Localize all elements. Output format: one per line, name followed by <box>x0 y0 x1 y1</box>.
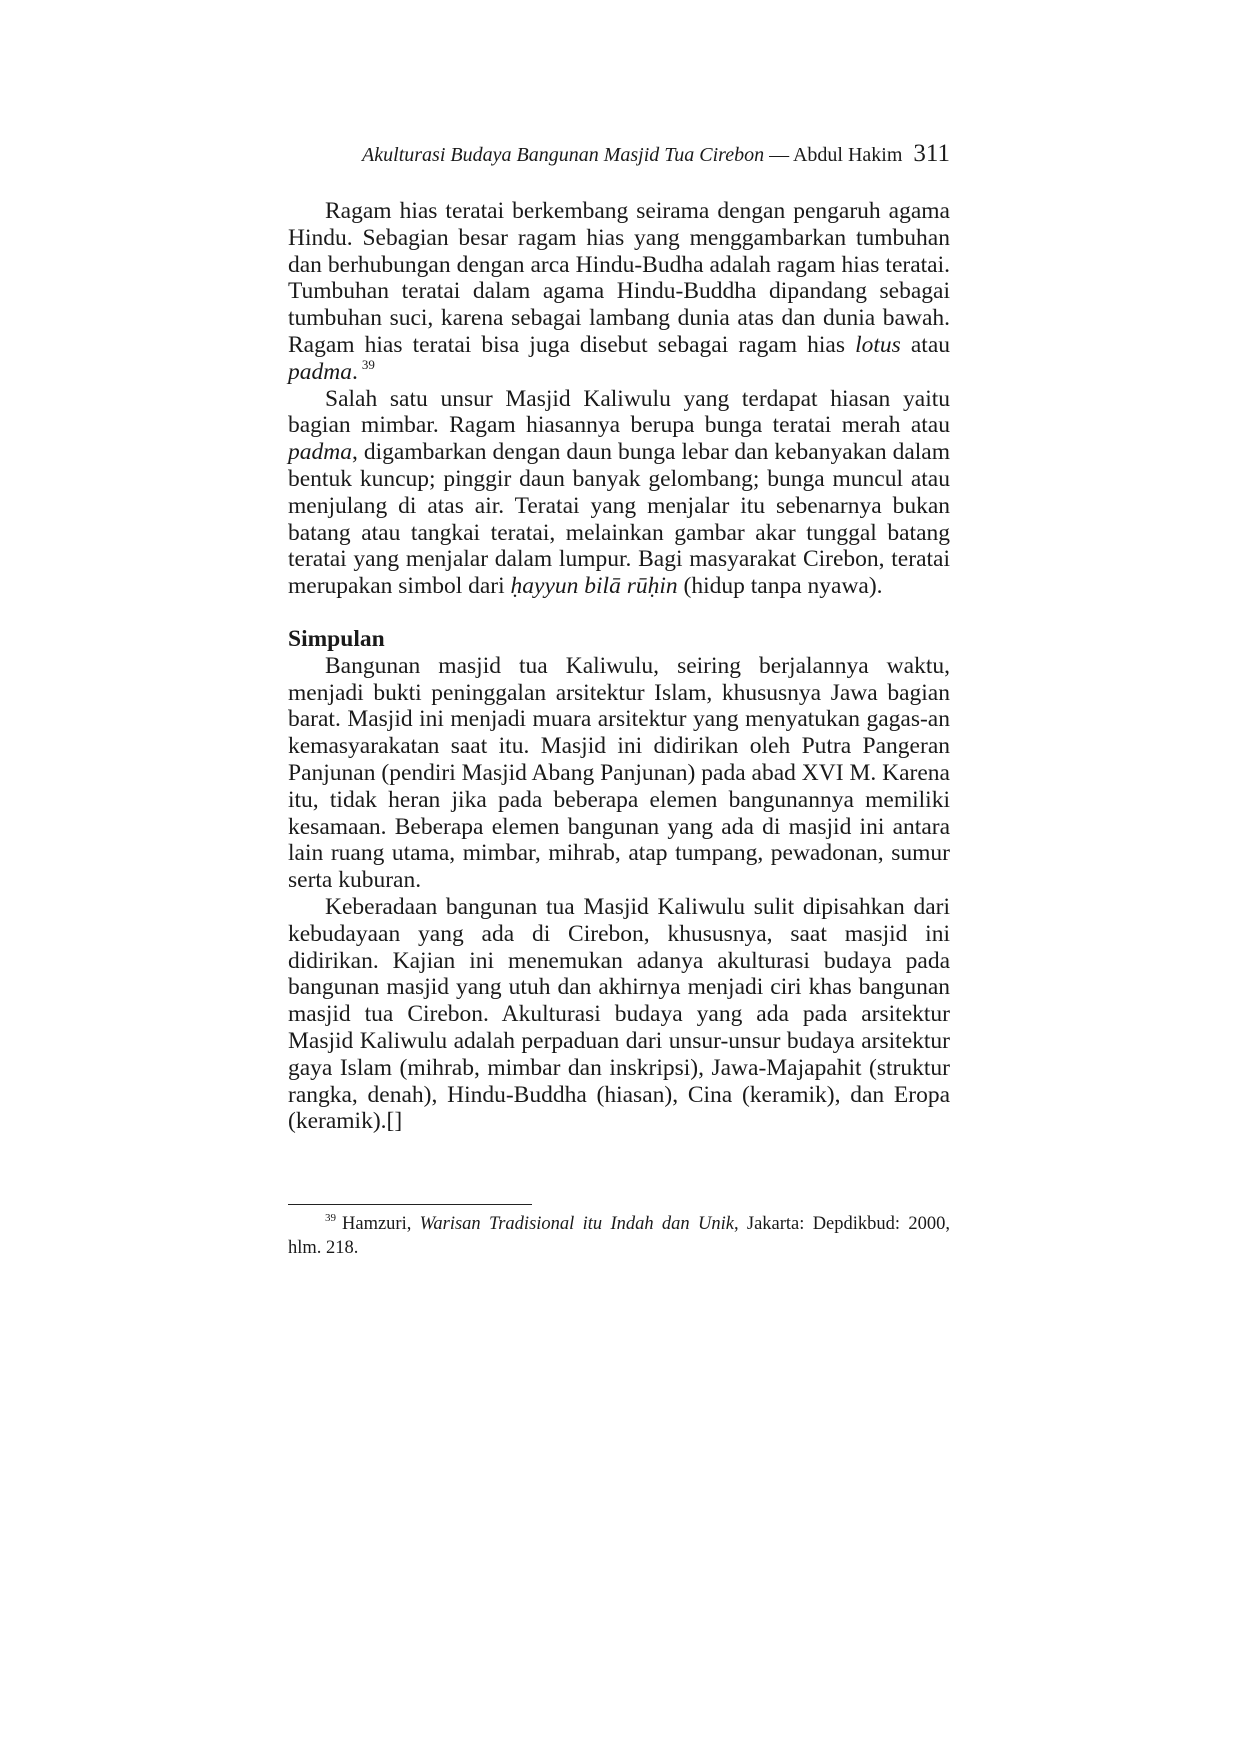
footnote-title: Warisan Tradisional itu Indah dan Unik <box>419 1214 734 1234</box>
page-number: 311 <box>913 140 950 167</box>
p1-italic-padma: padma <box>288 358 352 385</box>
header-author: Abdul Hakim <box>792 144 903 166</box>
p2-text-a: Salah satu unsur Masjid Kaliwulu yang terdapat hiasan yaitu bagian mimbar. Ragam hiasannya berupa bunga teratai merah atau <box>288 385 950 439</box>
footnote-reference[interactable]: 39 <box>361 356 375 372</box>
footnote-author: Hamzuri, <box>342 1214 420 1234</box>
paragraph-2 <box>288 386 950 600</box>
p2-text-c: (hidup tanpa nyawa). <box>677 573 883 600</box>
p2-italic-padma: padma <box>288 439 352 466</box>
p2-italic-term: ḥayyun bilā rūḥin <box>510 573 678 600</box>
p1-text-c: . <box>351 358 358 385</box>
running-title: Akulturasi Budaya Bangunan Masjid Tua Cirebon <box>362 144 765 166</box>
p2-text-b: , digambarkan dengan daun bunga lebar dan kebanyakan dalam bentuk kuncup; pinggir daun banyak gelombang; bunga muncul atau menjulang di atas air. Teratai yang menjalar itu sebenarnya bukan batang atau tangkai teratai, melainkan gambar akar tunggal batang teratai yang menjalar dalam lumpur. Bagi masyarakat Cirebon, teratai merupakan simbol dari <box>288 439 950 600</box>
paragraph-1 <box>288 198 950 386</box>
p1-text-b: atau <box>900 331 950 358</box>
footnote-number: 39 <box>325 1212 336 1224</box>
p1-italic-lotus: lotus <box>855 331 901 358</box>
footnote-39 <box>288 1212 950 1260</box>
p1-text-a: Ragam hias teratai berkembang seirama dengan pengaruh agama Hindu. Sebagian besar ragam hias yang menggambarkan tumbuhan dan berhubungan dengan arca Hindu-Budha adalah ragam hias teratai. Tumbuhan teratai dalam agama Hindu-Buddha dipandang sebagai tumbuhan suci, karena sebagai lambang dunia atas dan dunia bawah. Ragam hias teratai bisa juga disebut sebagai ragam hias <box>288 198 950 358</box>
header-separator: — <box>769 144 790 166</box>
section-heading-simpulan: Simpulan <box>288 625 385 652</box>
footnote-divider <box>288 1204 532 1205</box>
paragraph-3: Bangunan masjid tua Kaliwulu, seiring berjalannya waktu, menjadi bukti peninggalan arsitektur Islam, khususnya Jawa bagian barat. Masjid ini menjadi muara arsitektur yang menyatukan gagas-an kemasyarakatan saat itu. Masjid ini didirikan oleh Putra Pangeran Panjunan (pendiri Masjid Abang Panjunan) pada abad XVI M. Karena itu, tidak heran jika pada beberapa elemen bangunannya memiliki kesamaan. Beberapa elemen bangunan yang ada di masjid ini antara lain ruang utama, mimbar, mihrab, atap tumpang, pewadonan, sumur serta kuburan. <box>288 652 950 894</box>
running-header <box>288 140 950 169</box>
body-text <box>288 198 950 1135</box>
footnote-rest: , Jakarta: Depdikbud: 2000, hlm. 218. <box>288 1214 950 1258</box>
paragraph-4: Keberadaan bangunan tua Masjid Kaliwulu sulit dipisahkan dari kebudayaan yang ada di Cirebon, khususnya, saat masjid ini didirikan. Kajian ini menemukan adanya akulturasi budaya pada bangunan masjid yang utuh dan akhirnya menjadi ciri khas bangunan masjid tua Cirebon. Akulturasi budaya yang ada pada arsitektur Masjid Kaliwulu adalah perpaduan dari unsur-unsur budaya arsitektur gaya Islam (mihrab, mimbar dan inskripsi), Jawa-Majapahit (struktur rangka, denah), Hindu-Buddha (hiasan), Cina (keramik), dan Eropa (keramik).[] <box>288 893 950 1135</box>
